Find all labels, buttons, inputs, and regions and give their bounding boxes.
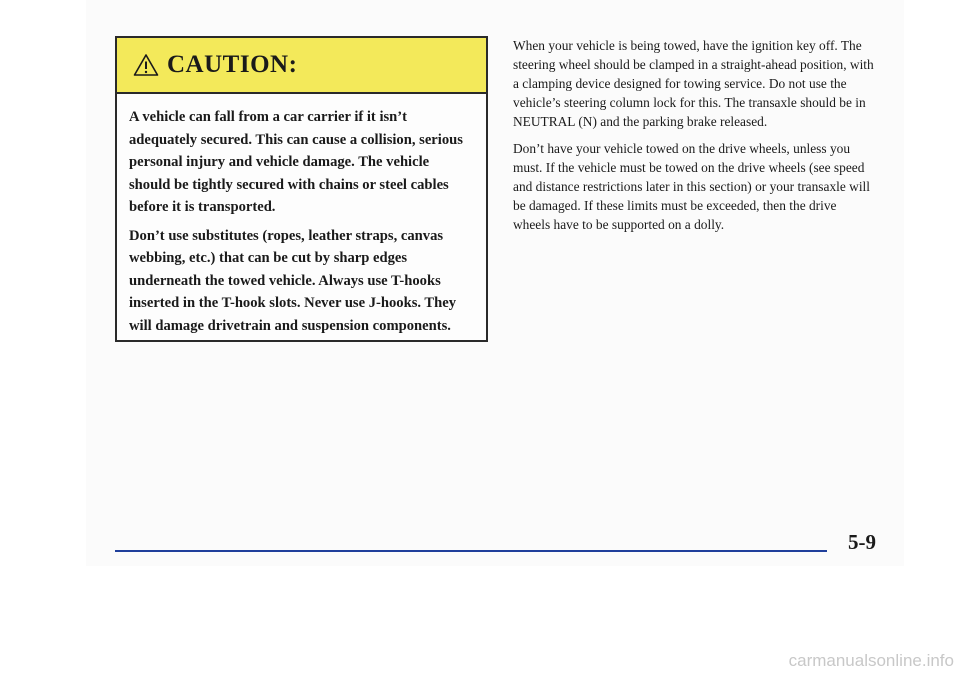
- caution-body: [117, 94, 486, 337]
- footer-rule: [115, 550, 827, 552]
- warning-triangle-icon: [133, 53, 159, 77]
- page-number: 5-9: [848, 530, 876, 554]
- body-paragraph: Don’t have your vehicle towed on the drive wheels, unless you must. If the vehicle must be towed on the drive wheels (see speed and distance restrictions later in this section) or your transaxle will be damaged. If these limits must be exceeded, then the drive wheels have to be supported on a dolly.: [513, 141, 870, 232]
- caution-title: CAUTION:: [167, 51, 298, 78]
- watermark: carmanualsonline.info: [788, 651, 954, 670]
- caution-header: [117, 38, 486, 94]
- caution-box: [115, 36, 488, 342]
- caution-paragraph: A vehicle can fall from a car carrier if it isn’t adequately secured. This can cause a collision, serious personal injury and vehicle damage. The vehicle should be tightly secured with chains or steel cables before it is transported.: [129, 109, 463, 215]
- caution-paragraph: Don’t use substitutes (ropes, leather straps, canvas webbing, etc.) that can be cut by sharp edges underneath the towed vehicle. Always use T-hooks inserted in the T-hook slots. Never use J-hooks. They will damage drivetrain and suspension components.: [129, 227, 457, 334]
- body-text-column: [513, 36, 875, 242]
- body-paragraph: When your vehicle is being towed, have the ignition key off. The steering wheel should be clamped in a straight-ahead position, with a clamping device designed for towing service. Do not use the vehicle’s steering column lock for this. The transaxle should be in NEUTRAL (N) and the parking brake released.: [513, 38, 874, 129]
